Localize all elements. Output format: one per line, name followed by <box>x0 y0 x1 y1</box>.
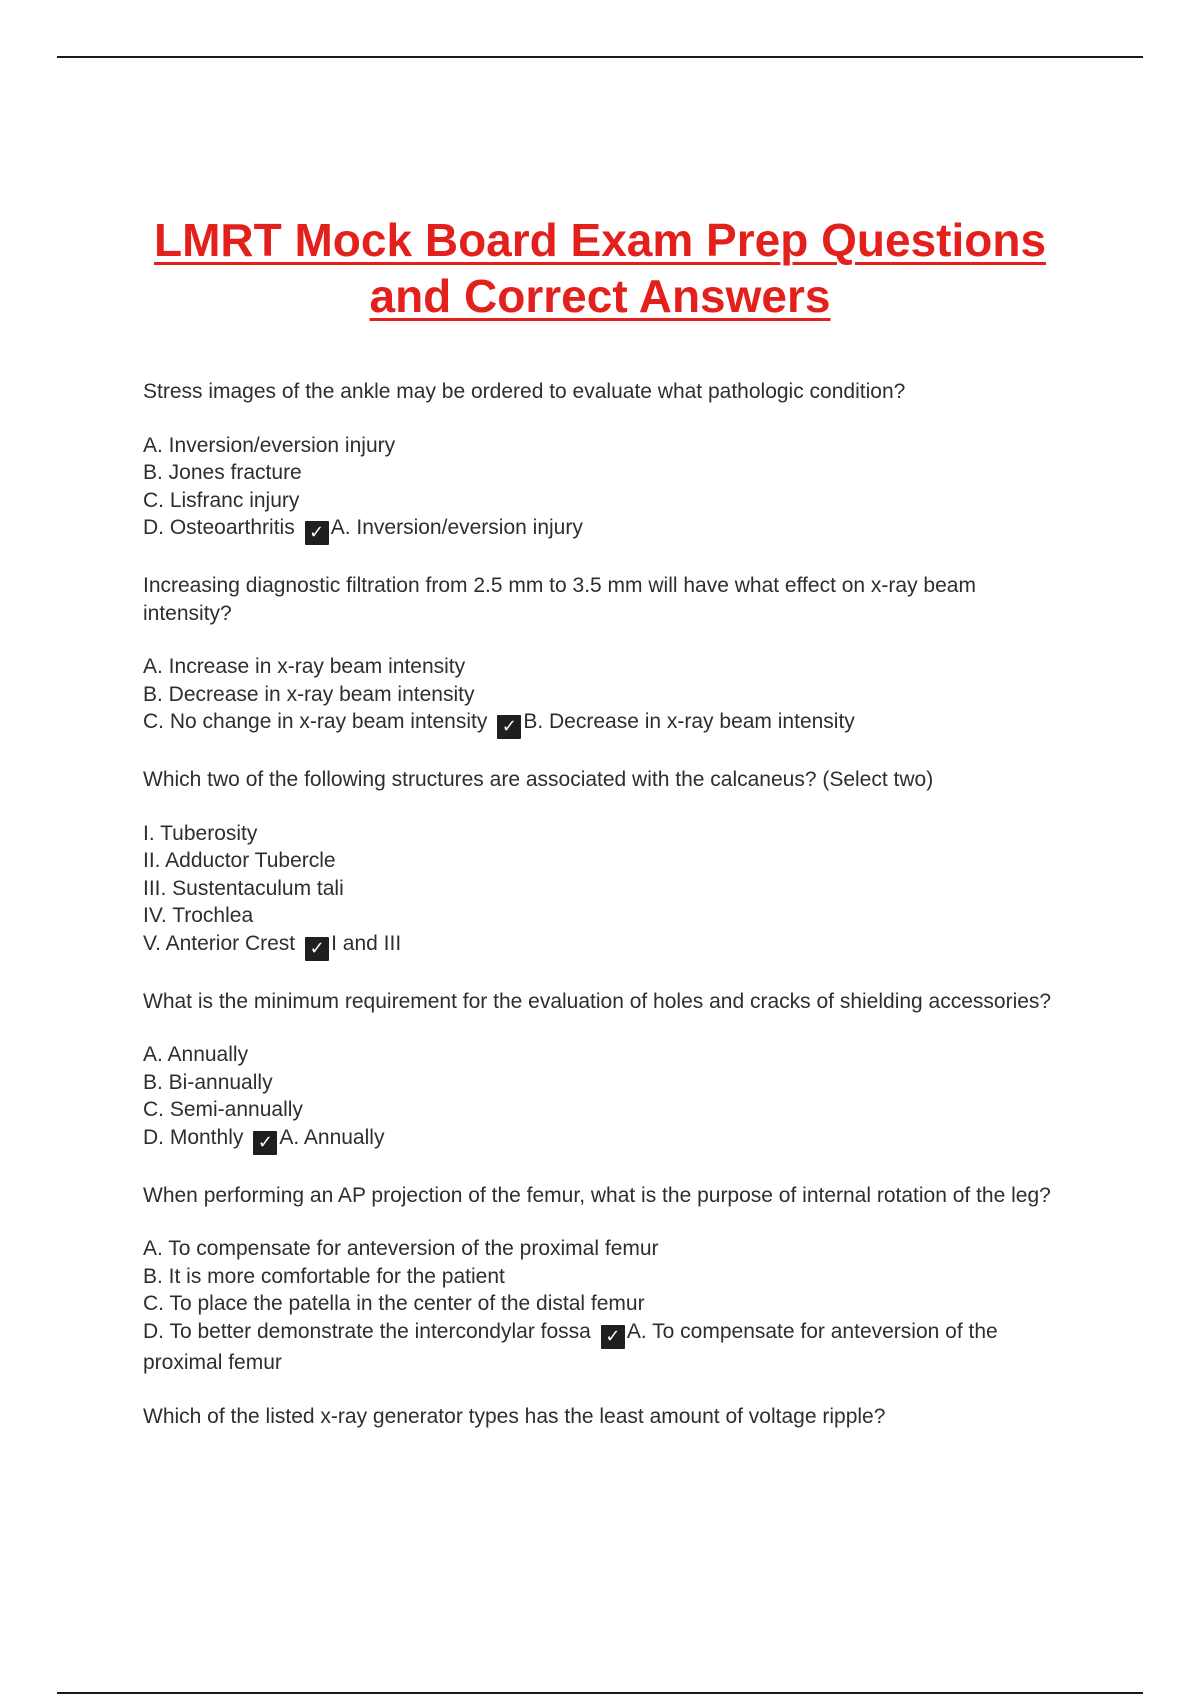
option-list <box>143 432 1063 546</box>
option-item: IV. Trochlea <box>143 904 254 927</box>
option-item: B. Jones fracture <box>143 461 302 484</box>
checkmark-icon: ✓ <box>253 1131 277 1155</box>
checkmark-icon: ✓ <box>305 521 329 545</box>
option-item: C. Semi-annually <box>143 1098 303 1121</box>
option-item: B. Decrease in x-ray beam intensity <box>143 682 475 706</box>
option-text: D. Osteoarthritis <box>143 516 295 539</box>
option-text: D. To better demonstrate the intercondylar fossa <box>143 1319 591 1343</box>
correct-answer: A. Annually <box>279 1125 385 1149</box>
option-text: V. Anterior Crest <box>143 931 296 955</box>
option-item: A. Increase in x-ray beam intensity <box>143 655 466 678</box>
question-text: Increasing diagnostic filtration from 2.5 mm to 3.5 mm will have what effect on x-ray beam intensity? <box>143 574 976 625</box>
option-item: C. Lisfranc injury <box>143 488 300 512</box>
checkmark-icon: ✓ <box>305 937 329 961</box>
title-line-2: and Correct Answers <box>369 270 831 322</box>
correct-answer: A. To compensate for anteversion of the proximal femur <box>143 1319 998 1374</box>
option-text: D. Monthly <box>143 1125 244 1149</box>
option-item-last <box>143 514 1063 545</box>
option-list <box>143 820 1063 961</box>
question-list <box>143 378 1063 1457</box>
header-rule <box>57 56 1143 58</box>
correct-answer: I and III <box>331 931 402 955</box>
title-line-1: LMRT Mock Board Exam Prep Questions <box>153 214 1047 266</box>
question-text: Which of the listed x-ray generator types has the least amount of voltage ripple? <box>143 1405 886 1428</box>
option-text: C. No change in x-ray beam intensity <box>143 710 488 733</box>
document-title <box>60 212 1140 324</box>
option-item: B. Bi-annually <box>143 1070 273 1094</box>
question-text: Which two of the following structures are associated with the calcaneus? (Select two) <box>143 768 934 791</box>
correct-answer: B. Decrease in x-ray beam intensity <box>523 710 855 733</box>
option-item: A. Annually <box>143 1043 249 1066</box>
option-item: A. To compensate for anteversion of the proximal femur <box>143 1237 659 1260</box>
correct-answer: A. Inversion/eversion injury <box>330 516 583 539</box>
checkmark-icon: ✓ <box>497 715 521 739</box>
option-item-last <box>143 1318 1063 1377</box>
option-item-last <box>143 708 1063 739</box>
option-item: III. Sustentaculum tali <box>143 876 344 900</box>
question-text: What is the minimum requirement for the evaluation of holes and cracks of shielding accessories? <box>143 989 1052 1013</box>
option-list <box>143 1041 1063 1155</box>
option-item-last <box>143 1124 1063 1155</box>
option-item: I. Tuberosity <box>143 821 258 845</box>
footer-rule <box>57 1692 1143 1694</box>
option-item-last <box>143 930 1063 961</box>
option-item: B. It is more comfortable for the patient <box>143 1264 505 1288</box>
question-text: When performing an AP projection of the femur, what is the purpose of internal rotation of the leg? <box>143 1183 1051 1207</box>
question-text: Stress images of the ankle may be ordered to evaluate what pathologic condition? <box>143 380 906 403</box>
option-list <box>143 1235 1063 1376</box>
option-item: A. Inversion/eversion injury <box>143 433 396 457</box>
option-item: C. To place the patella in the center of the distal femur <box>143 1292 645 1315</box>
option-list <box>143 653 1063 739</box>
checkmark-icon: ✓ <box>601 1325 625 1349</box>
option-item: II. Adductor Tubercle <box>143 849 336 872</box>
